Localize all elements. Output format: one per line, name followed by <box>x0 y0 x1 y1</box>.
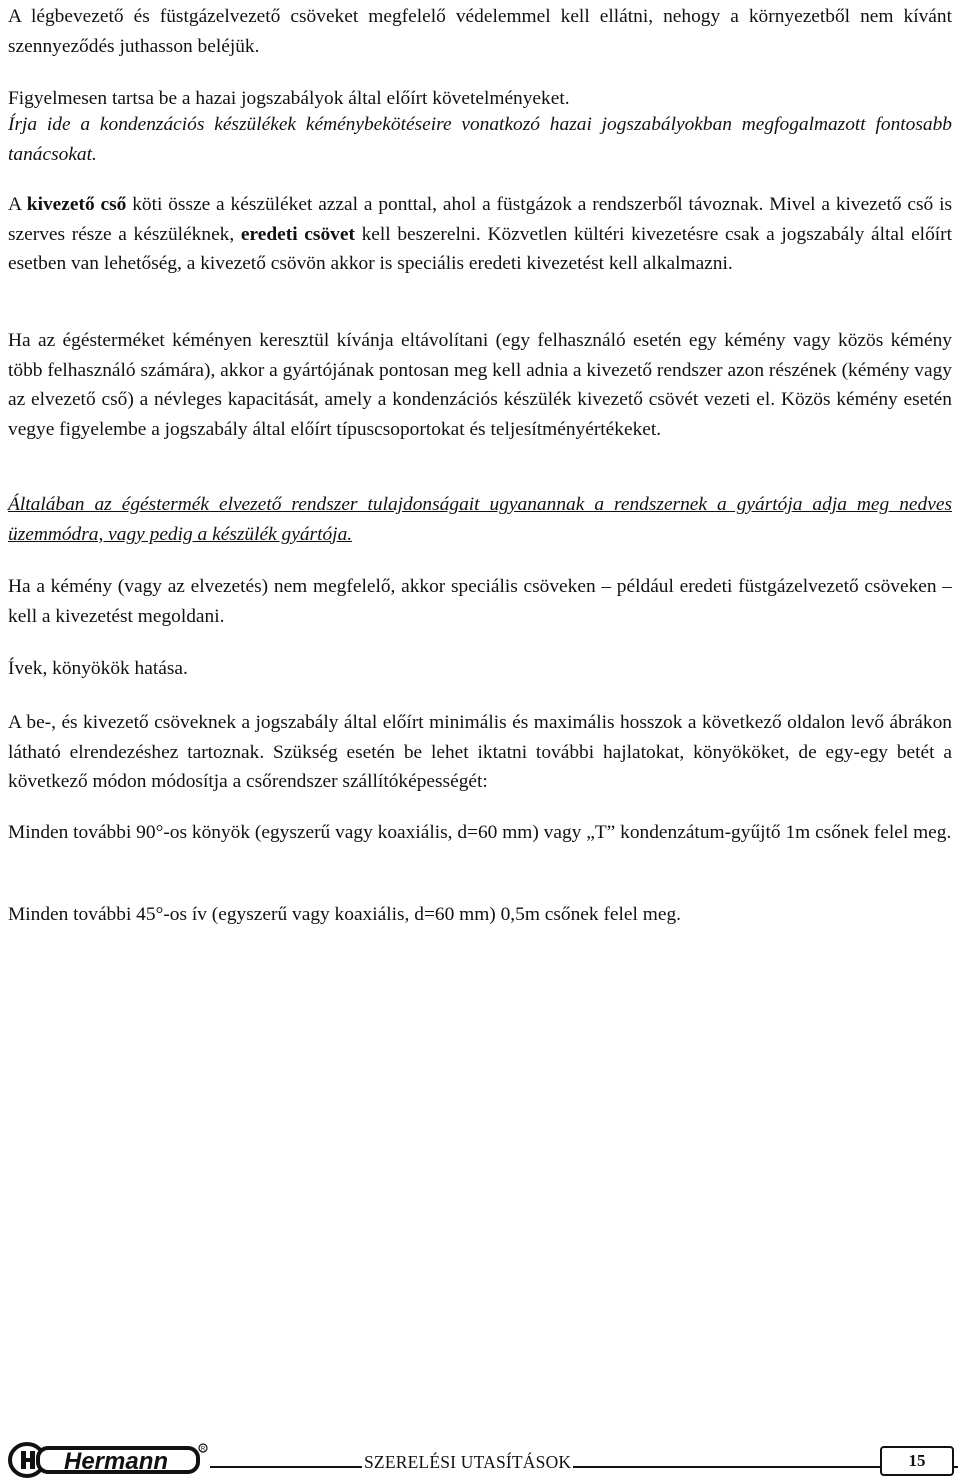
p4-part-a: A <box>8 194 27 215</box>
logo-wordmark: Hermann <box>63 1448 169 1475</box>
paragraph-chimney: Ha az égésterméket kéményen keresztül kívánja eltávolítani (egy felhasználó esetén egy kémény vagy közös kémény több felhasználó számára), akkor a gyártójának pontosan meg kell adnia a kivezető rendszer azon részének (kémény vagy az elvezető cső) a névleges kapacitását, amely a kondenzációs készülék kivezető csövét vezeti el. Közös kémény esetén vegye figyelembe a jogszabály által előírt típuscsoportokat és teljesítményértékeket. <box>8 330 952 440</box>
paragraph-bends-heading: Ívek, könyökök hatása. <box>8 658 188 679</box>
paragraph-regulations: Figyelmesen tartsa be a hazai jogszabályok által előírt követelményeket. <box>8 88 570 109</box>
paragraph-protection: A légbevezető és füstgázelvezető csöveket megfelelő védelemmel kell ellátni, nehogy a környezetből nem kívánt szennyeződés juthasson beléjük. <box>8 6 952 57</box>
p4-term-original-pipe: eredeti csövet <box>240 223 355 245</box>
paragraph-90-elbow: Minden további 90°-os könyök (egyszerű vagy koaxiális, d=60 mm) vagy „T” kondenzátum-gyűjtő 1m csőnek felel meg. <box>8 822 952 843</box>
p4-part-c: köti össze a készüléket azzal a ponttal, ahol a füstgázok a rendszerből távoznak. Mivel a kivezető cső is szerves része a készüléknek, <box>8 194 953 245</box>
paragraph-instruction-italic: Írja ide a kondenzációs készülékek kéménybekötéseire vonatkozó hazai jogszabályokban megfogalmazott fontosabb tanácsokat. <box>8 114 952 165</box>
p4-part-e: kell beszerelni. Közvetlen kültéri kivezetésre csak a jogszabály által előírt esetben van lehetőség, a kivezető csövön akkor is speciális eredeti kivezetést kell alkalmazni. <box>8 223 952 275</box>
footer-rule <box>210 1466 958 1468</box>
paragraph-lengths: A be-, és kivezető csöveknek a jogszabály által előírt minimális és maximális hosszok a következő oldalon levő ábrákon látható elrendezéshez tartoznak. Szükség esetén be lehet iktatni további hajlatokat, könyököket, de egy-egy betét a következő módon módosítja a csőrendszer szállítóképességét: <box>8 712 952 793</box>
page-number: 15 <box>880 1446 954 1476</box>
paragraph-special-pipes: Ha a kémény (vagy az elvezetés) nem megfelelő, akkor speciális csöveken – például eredeti füstgázelvezető csöveken – kell a kivezetést megoldani. <box>8 576 952 627</box>
paragraph-45-bend: Minden további 45°-os ív (egyszerű vagy koaxiális, d=60 mm) 0,5m csőnek felel meg. <box>8 904 681 925</box>
footer-title: SZERELÉSI UTASÍTÁSOK <box>364 1452 572 1472</box>
hermann-logo <box>8 1442 208 1478</box>
page-footer <box>8 1440 958 1480</box>
paragraph-outlet-pipe <box>8 190 952 279</box>
p4-term-outlet-pipe: kivezető cső <box>26 194 127 215</box>
svg-text:R: R <box>200 1446 206 1453</box>
paragraph-general-italic: Általában az égéstermék elvezető rendszer tulajdonságait ugyanannak a rendszernek a gyártója adja meg nedves üzemmódra, vagy pedig a készülék gyártója. <box>8 494 952 545</box>
